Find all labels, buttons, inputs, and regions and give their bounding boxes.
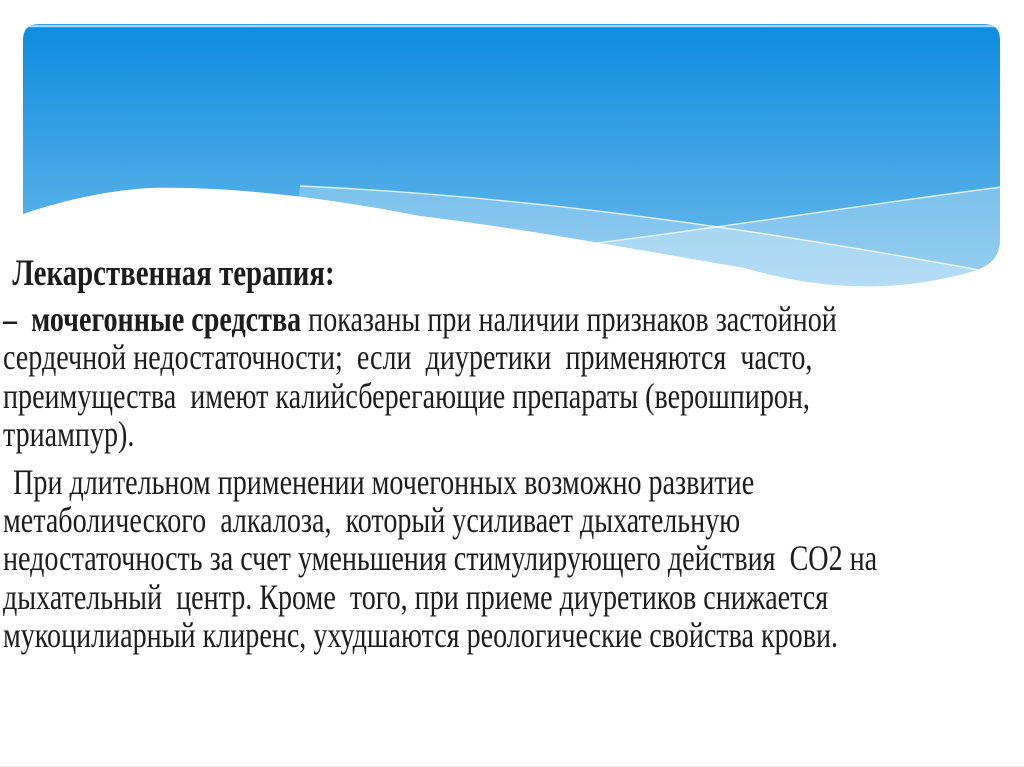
body-line-text: показаны при наличии признаков застойной (301, 299, 837, 339)
body-line: метаболического алкалоза, который усиливает дыхательную (3, 500, 741, 541)
body-line: недостаточность за счет уменьшения стимулирующего действия СО2 на (3, 538, 878, 579)
body-line: сердечной недостаточности; если диуретики применяются часто, (3, 337, 813, 378)
body-line (3, 300, 1024, 338)
body-line: триампур). (3, 414, 135, 455)
paragraph-diuretics (3, 300, 1024, 454)
paragraph-long-term-use (3, 463, 1024, 655)
slide-text-block (3, 251, 1024, 655)
body-line: мукоцилиарный клиренс, ухудшаются реологические свойства крови. (3, 615, 839, 656)
slide-title: Лекарственная терапия: (12, 253, 335, 294)
body-line: преимущества имеют калийсберегающие препараты (верошпирон, (3, 375, 810, 416)
bold-lead-phrase: – мочегонные средства (3, 299, 302, 339)
body-line: При длительном применении мочегонных возможно развитие (13, 461, 755, 502)
body-line: дыхательный центр. Кроме того, при приеме диуретиков снижается (3, 576, 829, 617)
